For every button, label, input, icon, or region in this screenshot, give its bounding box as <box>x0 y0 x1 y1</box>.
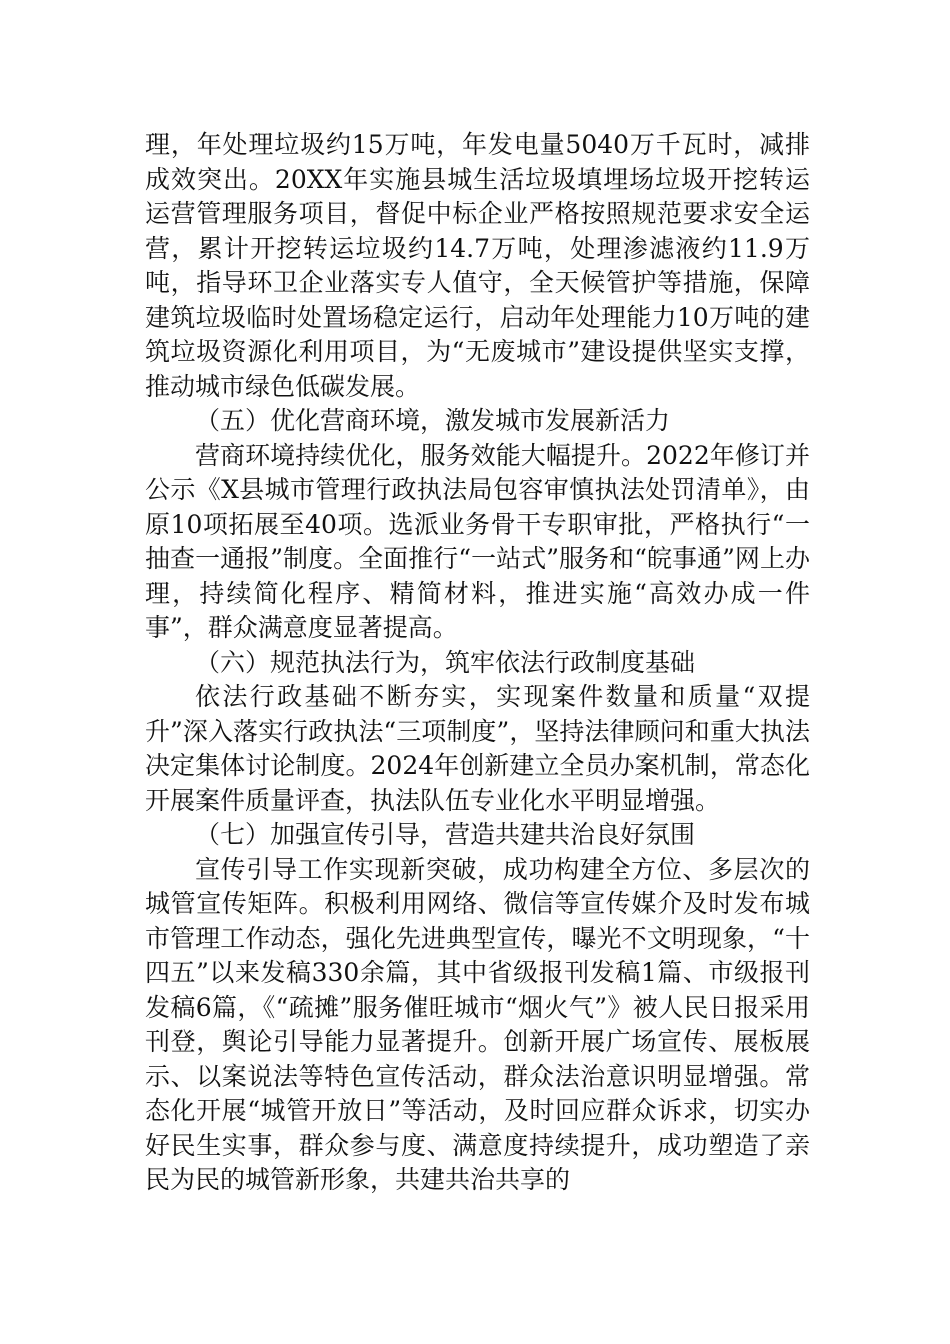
paragraph-publicity: 宣传引导工作实现新突破，成功构建全方位、多层次的城管宣传矩阵。积极利用网络、微信等宣传媒介及时发布城市管理工作动态，强化先进典型宣传，曝光不文明现象，“十四五”以来发稿330余篇，其中省级报刊发稿1篇、市级报刊发稿6篇，《“疏摊”服务催旺城市“烟火气”》被人民日报采用刊登，舆论引导能力显著提升。创新开展广场宣传、展板展示、以案说法等特色宣传活动，群众法治意识明显增强。常态化开展“城管开放日”等活动，及时回应群众诉求，切实办好民生实事，群众参与度、满意度持续提升，成功塑造了亲民为民的城管新形象，共建共治共享的 <box>145 854 810 1194</box>
paragraph-continued: 理，年处理垃圾约15万吨，年发电量5040万千瓦时，减排成效突出。20XX年实施县城生活垃圾填埋场垃圾开挖转运运营管理服务项目，督促中标企业严格按照规范要求安全运营，累计开挖转运垃圾约14.7万吨，处理渗滤液约11.9万吨，指导环卫企业落实专人值守，全天候管护等措施，保障建筑垃圾临时处置场稳定运行，启动年处理能力10万吨的建筑垃圾资源化利用项目，为“无废城市”建设提供坚实支撑，推动城市绿色低碳发展。 <box>145 130 810 401</box>
document-body <box>145 128 810 1198</box>
section-heading-5: （五）优化营商环境，激发城市发展新活力 <box>195 406 671 435</box>
section-heading-6: （六）规范执法行为，筑牢依法行政制度基础 <box>195 647 696 677</box>
paragraph-law-enforcement: 依法行政基础不断夯实，实现案件数量和质量“双提升”深入落实行政执法“三项制度”，坚持法律顾问和重大执法决定集体讨论制度。2024年创新建立全员办案机制，常态化开展案件质量评查，执法队伍专业化水平明显增强。 <box>145 682 810 815</box>
section-heading-7: （七）加强宣传引导，营造共建共治良好氛围 <box>195 820 696 849</box>
paragraph-business-environment: 营商环境持续优化，服务效能大幅提升。2022年修订并公示《X县城市管理行政执法局包容审慎执法处罚清单》，由原10项拓展至40项。选派业务骨干专职审批，严格执行“一抽查一通报”制度。全面推行“一站式”服务和“皖事通”网上办理，持续简化程序、精简材料，推进实施“高效办成一件事”，群众满意度显著提高。 <box>145 440 810 642</box>
